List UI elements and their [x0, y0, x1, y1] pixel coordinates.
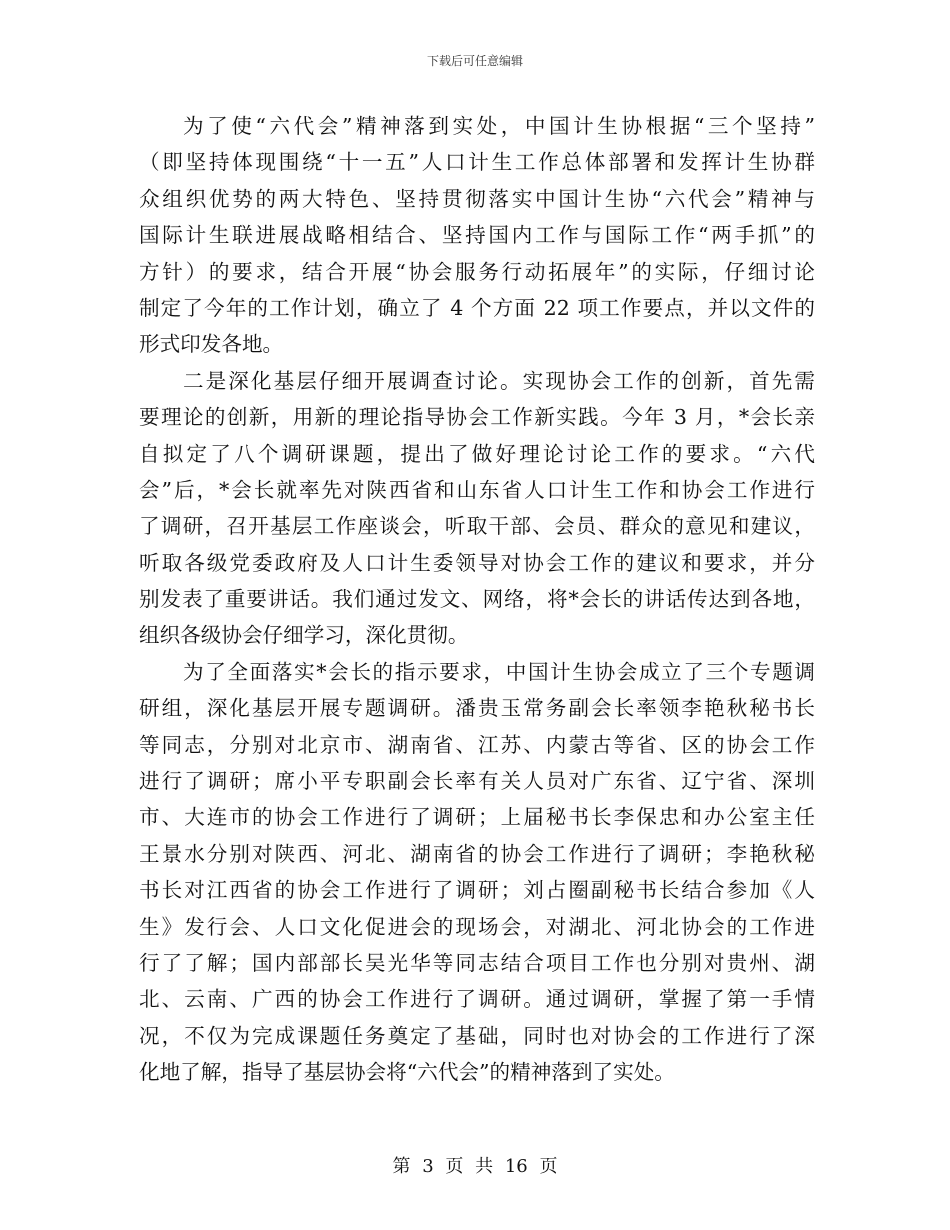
- text-line: 化地了解，指导了基层协会将“六代会”的精神落到了实处。: [139, 1060, 675, 1085]
- text-line: 等同志，分别对北京市、湖南省、江苏、内蒙古等省、区的协会工作: [139, 732, 815, 757]
- text-line: 书长对江西省的协会工作进行了调研；刘占圈副秘书长结合参加《人: [139, 878, 815, 903]
- text-line: 国际计生联进展战略相结合、坚持国内工作与国际工作“两手抓”的: [139, 223, 815, 248]
- text-line: 众组织优势的两大特色、坚持贯彻落实中国计生协“六代会”精神与: [139, 186, 815, 211]
- text-line: 制定了今年的工作计划，确立了 4 个方面 22 项工作要点，并以文件的: [139, 295, 815, 320]
- text-line: 行了了解；国内部部长吴光华等同志结合项目工作也分别对贵州、湖: [139, 950, 815, 975]
- document-body: [139, 108, 815, 1091]
- text-line: 了调研，召开基层工作座谈会，听取干部、会员、群众的意见和建议，: [139, 514, 815, 539]
- paragraph-3: [139, 654, 815, 1091]
- text-line: （即坚持体现围绕“十一五”人口计生工作总体部署和发挥计生协群: [139, 150, 815, 175]
- text-line: 自拟定了八个调研课题，提出了做好理论讨论工作的要求。“六代: [139, 441, 815, 466]
- page-number: 第 3 页 共 16 页: [392, 1156, 558, 1177]
- text-line: 为了全面落实*会长的指示要求，中国计生协会成立了三个专题调: [183, 659, 815, 684]
- text-line: 别发表了重要讲话。我们通过发文、网络，将*会长的讲话传达到各地，: [139, 587, 815, 612]
- page-header: 下载后可任意编辑: [426, 54, 523, 68]
- text-line: 进行了调研；席小平专职副会长率有关人员对广东省、辽宁省、深圳: [139, 769, 815, 794]
- text-line: 会”后，*会长就率先对陕西省和山东省人口计生工作和协会工作进行: [139, 477, 815, 502]
- text-line: 生》发行会、人口文化促进会的现场会，对湖北、河北协会的工作进: [139, 914, 815, 939]
- text-line: 市、大连市的协会工作进行了调研；上届秘书长李保忠和办公室主任: [139, 805, 815, 830]
- paragraph-1: [139, 108, 815, 363]
- text-line: 研组，深化基层开展专题调研。潘贵玉常务副会长率领李艳秋秘书长: [139, 696, 815, 721]
- text-line: 方针）的要求，结合开展“协会服务行动拓展年”的实际，仔细讨论: [139, 259, 815, 284]
- text-line: 况，不仅为完成课题任务奠定了基础，同时也对协会的工作进行了深: [139, 1023, 815, 1048]
- text-line: 二是深化基层仔细开展调查讨论。实现协会工作的创新，首先需: [183, 368, 815, 393]
- paragraph-2: [139, 363, 815, 654]
- text-line: 为了使“六代会”精神落到实处，中国计生协根据“三个坚持”: [183, 114, 815, 138]
- text-line: 北、云南、广西的协会工作进行了调研。通过调研，掌握了第一手情: [139, 987, 815, 1012]
- text-line: 形式印发各地。: [139, 332, 284, 357]
- text-line: 要理论的创新，用新的理论指导协会工作新实践。今年 3 月，*会长亲: [139, 405, 815, 430]
- text-line: 听取各级党委政府及人口计生委领导对协会工作的建议和要求，并分: [139, 550, 815, 575]
- text-line: 王景水分别对陕西、河北、湖南省的协会工作进行了调研；李艳秋秘: [139, 841, 815, 866]
- text-line: 组织各级协会仔细学习，深化贯彻。: [139, 623, 469, 648]
